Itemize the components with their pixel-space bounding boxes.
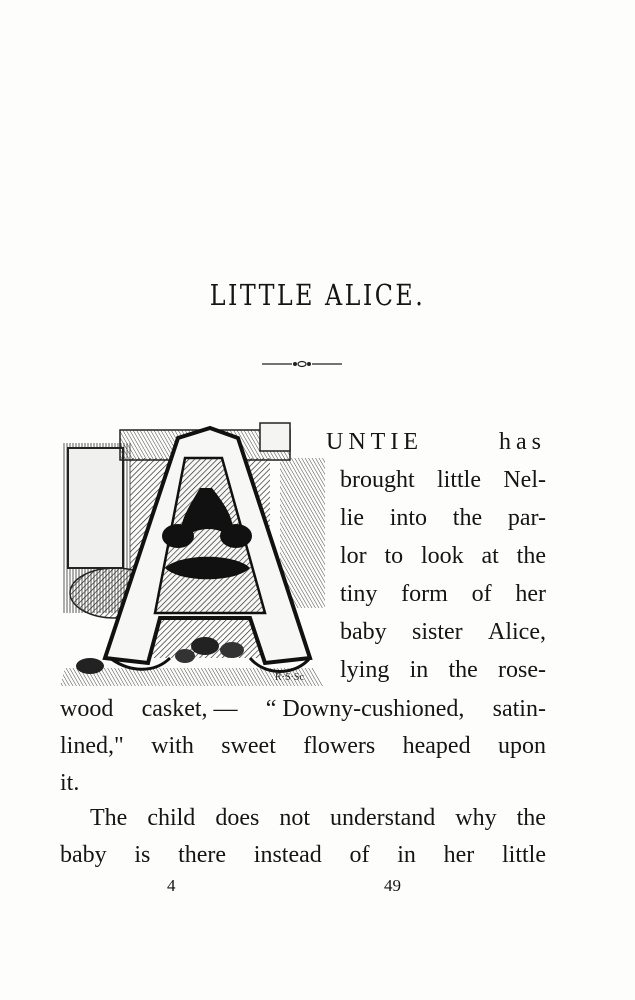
word: par- [507, 505, 546, 531]
title-ornament-divider [262, 358, 342, 370]
word: satin- [492, 696, 546, 722]
chapter-title: LITTLE ALICE. [209, 278, 426, 312]
word: sister [412, 619, 463, 645]
word: is [134, 842, 151, 868]
word: the [516, 543, 546, 569]
drop-cap-line-7 [340, 658, 546, 682]
word: the [452, 505, 483, 531]
word: her [515, 581, 546, 607]
word: in [409, 657, 429, 683]
word: brought [340, 467, 415, 493]
word: wood [60, 696, 114, 722]
word: understand [329, 805, 436, 831]
word: baby [340, 619, 387, 645]
word: flowers [303, 733, 376, 759]
word: the [448, 657, 478, 683]
word: heaped [402, 733, 471, 759]
drop-cap-line-2 [340, 468, 546, 492]
signature-mark: 4 [167, 876, 176, 895]
word: lor [340, 543, 367, 569]
page-number: 49 [384, 876, 401, 895]
word: in [397, 842, 416, 868]
word: to [384, 543, 404, 569]
decorated-drop-cap-a [60, 418, 325, 688]
word: instead [253, 842, 322, 868]
word: why [455, 805, 497, 831]
paragraph-2-line-2 [60, 843, 546, 867]
word: little [437, 467, 481, 493]
word: lined," [60, 733, 124, 759]
word: rose- [498, 657, 546, 683]
body-line-8 [60, 697, 546, 721]
word: not [279, 805, 310, 831]
paragraph-2-line-1 [90, 806, 546, 830]
drop-cap-line-5 [340, 582, 546, 606]
word: baby [60, 842, 107, 868]
word: of [471, 581, 492, 607]
word: lying [340, 657, 390, 683]
drop-cap-line-6 [340, 620, 546, 644]
word: does [215, 805, 260, 831]
word: at [481, 543, 499, 569]
word: child [147, 805, 196, 831]
word: there [178, 842, 227, 868]
word: form [401, 581, 448, 607]
body-line-10: it. [60, 770, 80, 796]
word: little [501, 842, 546, 868]
word: Nel- [503, 467, 546, 493]
word: “ Downy-cushioned, [265, 696, 465, 722]
word: of [349, 842, 370, 868]
word: tiny [340, 581, 378, 607]
word: casket, — [141, 696, 238, 722]
body-line-9 [60, 734, 546, 758]
word: her [443, 842, 475, 868]
word: with [151, 733, 194, 759]
word: The [90, 805, 128, 831]
word: Alice, [488, 619, 546, 645]
word: sweet [221, 733, 276, 759]
engraver-initials: R·S·Sc [275, 672, 304, 683]
word: lie [340, 505, 364, 531]
word: the [516, 805, 546, 831]
word: has [499, 429, 546, 455]
drop-cap-line-1 [326, 430, 546, 454]
word: look [421, 543, 464, 569]
word: into [389, 505, 428, 531]
drop-cap-line-3 [340, 506, 546, 530]
word: upon [497, 733, 546, 759]
word: UNTIE [326, 429, 423, 455]
drop-cap-line-4 [340, 544, 546, 568]
